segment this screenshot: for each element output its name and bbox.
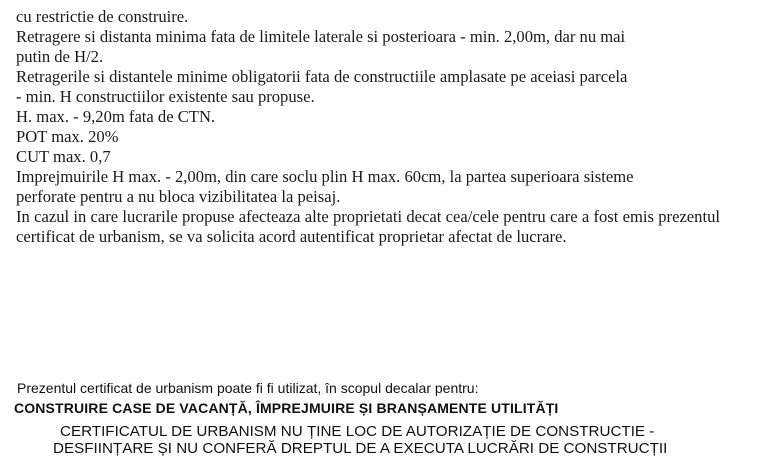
legal-notice-line-2: DESFIINȚARE ȘI NU CONFERĂ DREPTUL DE A EXECUTA LUCRĂRI DE CONSTRUCȚII	[53, 440, 668, 457]
condition-building-distance: Retragerile si distantele minime obligatorii fata de constructiile amplasate pe aceiasi parcela	[16, 67, 628, 86]
condition-restriction: cu restrictie de construire.	[16, 7, 189, 26]
condition-max-height: H. max. - 9,20m fata de CTN.	[16, 107, 216, 126]
condition-fence: Imprejmuirile H max. - 2,00m, din care soclu plin H max. 60cm, la partea superioara sisteme	[16, 167, 634, 186]
usage-statement: Prezentul certificat de urbanism poate fi fi utilizat, în scopul decalar pentru:	[17, 380, 479, 396]
certificate-purpose: CONSTRUIRE CASE DE VACANȚĂ, ÎMPREJMUIRE ȘI BRANȘAMENTE UTILITĂȚI	[14, 400, 559, 416]
condition-pot: POT max. 20%	[16, 127, 119, 146]
condition-cut: CUT max. 0,7	[16, 147, 111, 166]
affected-property-note: In cazul in care lucrarile propuse afecteaza alte proprietati decat cea/cele pentru care a fost emis prezentul certificat de urbanism, se va solicita acord autentificat proprietar afectat de lucrare.	[16, 207, 720, 246]
condition-building-distance-cont: - min. H constructiilor existente sau propuse.	[16, 87, 315, 106]
condition-fence-cont: perforate pentru a nu bloca vizibilitatea la peisaj.	[16, 187, 341, 206]
condition-lateral-setback: Retragere si distanta minima fata de limitele laterale si posterioara - min. 2,00m, dar nu mai	[16, 27, 626, 46]
condition-lateral-setback-cont: putin de H/2.	[16, 47, 104, 66]
legal-notice-line-1: CERTIFICATUL DE URBANISM NU ȚINE LOC DE AUTORIZAȚIE DE CONSTRUCTIE -	[60, 423, 655, 440]
urbanism-conditions-section	[16, 7, 734, 247]
